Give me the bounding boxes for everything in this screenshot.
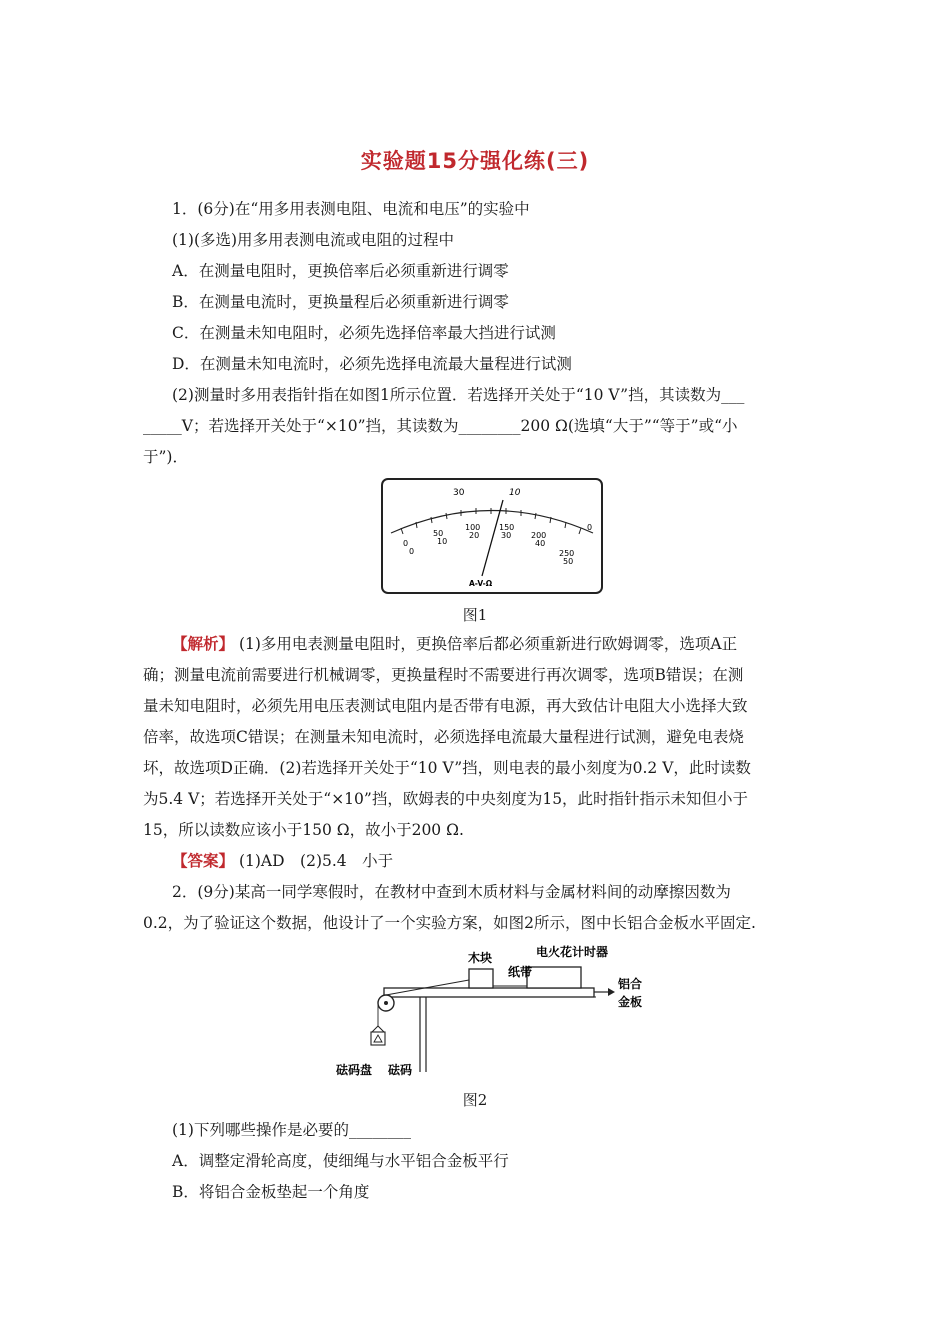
meter-label: A-V-Ω xyxy=(469,579,493,588)
weight-pan xyxy=(371,1032,385,1045)
label-weight: 砝码 xyxy=(388,1063,413,1077)
scale-label: 50 xyxy=(433,529,444,538)
analysis-line-2: 确；测量电流前需要进行机械调零，更换量程时不需要进行再次调零，选项B错误；在测 xyxy=(143,666,744,684)
label-tape: 纸带 xyxy=(508,965,533,979)
q1-option-b: B．在测量电流时，更换量程后必须重新进行调零 xyxy=(172,293,509,311)
answer-line xyxy=(172,851,393,871)
plate-arrow-head xyxy=(608,988,615,996)
scale-label: 0 xyxy=(409,547,415,556)
top-label-30: 30 xyxy=(453,488,465,498)
scale-label: 10 xyxy=(437,537,448,546)
scale-label: 250 xyxy=(559,549,575,558)
analysis-line-4: 倍率，故选项C错误；在测量未知电流时，必须选择电流最大量程进行试测，避免电表烧 xyxy=(143,728,744,746)
q2-option-b: B．将铝合金板垫起一个角度 xyxy=(172,1183,370,1201)
figure-2-caption: 图2 xyxy=(462,1091,488,1109)
label-timer: 电火花计时器 xyxy=(536,945,609,959)
q2-part1: (1)下列哪些操作是必要的________ xyxy=(172,1121,411,1139)
q2-line-2: 0.2，为了验证这个数据，他设计了一个实验方案，如图2所示，图中长铝合金板水平固定. xyxy=(143,914,756,932)
analysis-line-6: 为5.4 V；若选择开关处于“×10”挡，欧姆表的中央刻度为15，此时指针指示未知但小于 xyxy=(143,790,749,808)
q1-option-c: C．在测量未知电阻时，必须先选择倍率最大挡进行试测 xyxy=(172,324,556,342)
figure-1-caption: 图1 xyxy=(462,606,488,624)
analysis-line-3: 量未知电阻时，必须先用电压表测试电阻内是否带有电源，再大致估计电阻大小选择大致 xyxy=(143,697,748,715)
q1-option-a: A．在测量电阻时，更换倍率后必须重新进行调零 xyxy=(172,262,509,280)
label-block: 木块 xyxy=(468,951,493,965)
scale-label: 0 xyxy=(403,539,409,548)
label-plate-1: 铝合 xyxy=(618,977,643,991)
label-pan: 砝码盘 xyxy=(336,1063,373,1077)
scale-label: 50 xyxy=(563,557,574,566)
q1-stem: 1．(6分)在“用多用表测电阻、电流和电压”的实验中 xyxy=(172,200,530,218)
analysis-line-7: 15，所以读数应该小于150 Ω，故小于200 Ω. xyxy=(143,821,464,839)
q1-option-d: D．在测量未知电流时，必须先选择电流最大量程进行试测 xyxy=(172,355,572,373)
top-label-10: 10 xyxy=(509,488,521,498)
scale-label: 200 xyxy=(531,531,547,540)
scale-label: 40 xyxy=(535,539,546,548)
analysis-line-5: 坏，故选项D正确．(2)若选择开关处于“10 V”挡，则电表的最小刻度为0.2 V，此时读数 xyxy=(143,759,751,777)
analysis-text-1: (1)多用电表测量电阻时，更换倍率后都必须重新进行欧姆调零，选项A正 xyxy=(238,635,738,653)
scale-label: 100 xyxy=(465,523,481,532)
q2-line-1: 2．(9分)某高一同学寒假时，在教材中查到木质材料与金属材料间的动摩擦因数为 xyxy=(172,883,731,901)
page-title: 实验题15分强化练(三) xyxy=(360,149,590,173)
pulley-axle xyxy=(384,1001,388,1005)
answer-tag: 【答案】 xyxy=(172,852,235,870)
label-plate-2: 金板 xyxy=(618,995,643,1009)
wood-block xyxy=(469,969,493,988)
scale-label: 30 xyxy=(501,531,512,540)
q1-part1: (1)(多选)用多用表测电流或电阻的过程中 xyxy=(172,231,455,249)
q1-part2-line1: (2)测量时多用表指针指在如图1所示位置．若选择开关处于“10 V”挡，其读数为___ xyxy=(172,386,745,404)
meter-frame xyxy=(382,479,602,593)
spark-timer xyxy=(527,967,581,988)
analysis-tag: 【解析】 xyxy=(172,635,235,653)
q1-part2-line3: 于”)． xyxy=(143,448,188,466)
scale-label: 150 xyxy=(499,523,515,532)
q2-option-a: A．调整定滑轮高度，使细绳与水平铝合金板平行 xyxy=(172,1152,509,1170)
analysis-line-1 xyxy=(172,634,737,654)
scale-label: 20 xyxy=(469,531,480,540)
figure-2-apparatus xyxy=(334,940,656,1082)
pan-hanger xyxy=(372,1026,384,1032)
q1-part2-line2: _____V；若选择开关处于“×10”挡，其读数为________200 Ω(选填“大于”“等于”或“小 xyxy=(143,417,738,435)
answer-text: (1)AD (2)5.4 小于 xyxy=(238,852,394,870)
scale-label: 0 xyxy=(587,523,593,532)
figure-1-meter xyxy=(381,478,603,594)
